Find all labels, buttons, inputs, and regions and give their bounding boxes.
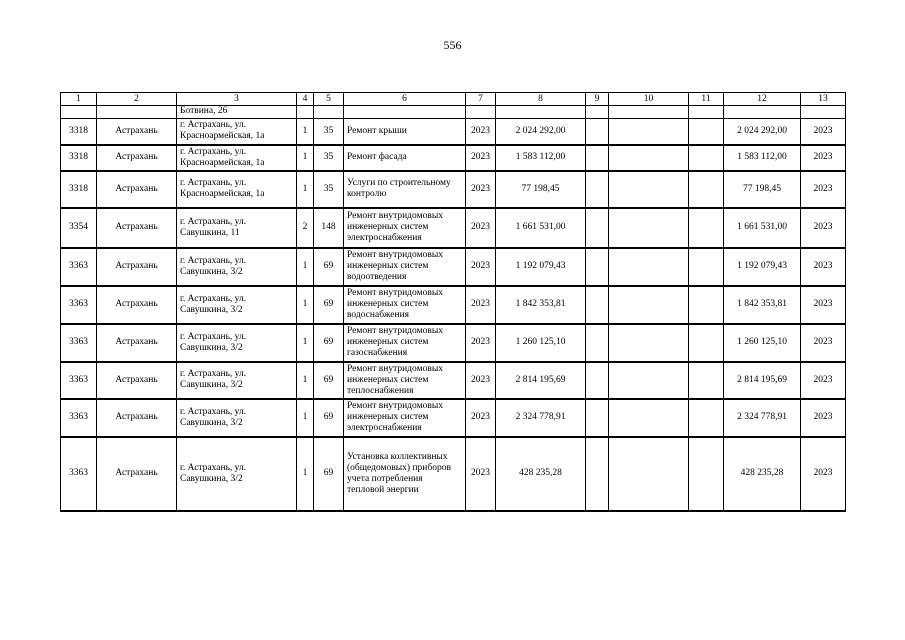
entrance-count: 1 (297, 324, 314, 362)
completion-year: 2023 (801, 248, 846, 286)
house-id: 3363 (61, 399, 97, 437)
col-9-value (586, 324, 609, 362)
page-number: 556 (443, 38, 462, 52)
address-line-street: Савушкина, 3/2 (180, 417, 243, 428)
work-type: Ремонт внутридомовых инженерных систем газоснабжения (344, 324, 466, 362)
total-cost: 1 661 531,00 (724, 208, 801, 248)
address-line-street: Савушкина, 3/2 (180, 342, 243, 353)
total-cost: 1 192 079,43 (724, 248, 801, 286)
house-id: 3363 (61, 324, 97, 362)
column-header: 9 (586, 93, 609, 106)
address-line-city: г. Астрахань, ул. (180, 293, 247, 304)
cost: 77 198,45 (496, 171, 586, 208)
column-header: 1 (61, 93, 97, 106)
apartment-count: 69 (314, 399, 344, 437)
address-cell (177, 145, 297, 171)
table-row (61, 145, 846, 171)
col-10-value (609, 145, 689, 171)
municipality: Астрахань (97, 171, 177, 208)
cost: 2 024 292,00 (496, 119, 586, 145)
completion-year: 2023 (801, 208, 846, 248)
address-cell (177, 437, 297, 511)
address-line-city: г. Астрахань, ул. (180, 462, 247, 473)
year: 2023 (466, 171, 496, 208)
table-row (61, 248, 846, 286)
table-row (61, 399, 846, 437)
year: 2023 (466, 208, 496, 248)
col-9-value (586, 286, 609, 324)
cost: 1 260 125,10 (496, 324, 586, 362)
address-line-city: г. Астрахань, ул. (180, 120, 247, 131)
address-cell (177, 248, 297, 286)
address-line-city: г. Астрахань, ул. (180, 369, 247, 379)
column-header: 7 (466, 93, 496, 106)
col-10-value (609, 119, 689, 145)
entrance-count: 1 (297, 145, 314, 171)
col-10-value (609, 324, 689, 362)
apartment-count: 35 (314, 119, 344, 145)
municipality: Астрахань (97, 145, 177, 171)
table-row (61, 171, 846, 208)
table-row (61, 119, 846, 145)
col-9-value (586, 119, 609, 145)
col-9-value (586, 399, 609, 437)
work-type: Услуги по строительному контролю (344, 171, 466, 208)
address-line-city: г. Астрахань, ул. (180, 178, 247, 188)
house-id: 3363 (61, 362, 97, 399)
total-cost: 2 324 778,91 (724, 399, 801, 437)
address-cell (177, 362, 297, 399)
col-11-value (689, 208, 724, 248)
address-cell (177, 286, 297, 324)
column-number-header (61, 93, 846, 106)
column-header: 2 (97, 93, 177, 106)
address-cell (177, 208, 297, 248)
address-line-street: Савушкина, 11 (180, 227, 240, 238)
address-cell (177, 324, 297, 362)
municipality: Астрахань (97, 437, 177, 511)
address-cell (177, 171, 297, 208)
house-id: 3363 (61, 286, 97, 324)
column-header: 4 (297, 93, 314, 106)
entrance-count: 2 (297, 208, 314, 248)
table-row (61, 208, 846, 248)
address-line-street: Красноармейская, 1а (180, 157, 265, 168)
address-line-city: г. Астрахань, ул. (180, 255, 247, 266)
completion-year: 2023 (801, 399, 846, 437)
col-9-value (586, 248, 609, 286)
entrance-count: 1 (297, 286, 314, 324)
address-line-street: Красноармейская, 1а (180, 189, 265, 199)
apartment-count: 69 (314, 324, 344, 362)
col-11-value (689, 324, 724, 362)
municipality: Астрахань (97, 248, 177, 286)
col-10-value (609, 286, 689, 324)
municipality: Астрахань (97, 208, 177, 248)
year: 2023 (466, 399, 496, 437)
apartment-count: 35 (314, 145, 344, 171)
house-id: 3318 (61, 171, 97, 208)
repair-register-table (60, 92, 846, 512)
table-row (61, 362, 846, 399)
entrance-count: 1 (297, 171, 314, 208)
apartment-count: 35 (314, 171, 344, 208)
col-11-value (689, 286, 724, 324)
address-line-street: Савушкина, 3/2 (180, 380, 243, 390)
col-11-value (689, 248, 724, 286)
total-cost: 428 235,28 (724, 437, 801, 511)
house-id: 3318 (61, 145, 97, 171)
address-line-street: Савушкина, 3/2 (180, 473, 243, 484)
work-type: Установка коллективных (общедомовых) приборов учета потребления тепловой энергии (344, 437, 466, 511)
column-header: 3 (177, 93, 297, 106)
year: 2023 (466, 324, 496, 362)
col-10-value (609, 399, 689, 437)
cost: 1 192 079,43 (496, 248, 586, 286)
house-id: 3354 (61, 208, 97, 248)
address-line-city: г. Астрахань, ул. (180, 216, 247, 227)
year: 2023 (466, 362, 496, 399)
col-11-value (689, 437, 724, 511)
municipality: Астрахань (97, 362, 177, 399)
total-cost: 2 814 195,69 (724, 362, 801, 399)
completion-year: 2023 (801, 171, 846, 208)
col-9-value (586, 145, 609, 171)
entrance-count: 1 (297, 248, 314, 286)
total-cost: 2 024 292,00 (724, 119, 801, 145)
column-header: 8 (496, 93, 586, 106)
col-10-value (609, 171, 689, 208)
cost: 428 235,28 (496, 437, 586, 511)
col-11-value (689, 399, 724, 437)
apartment-count: 69 (314, 362, 344, 399)
entrance-count: 1 (297, 437, 314, 511)
address-continuation: Ботвина, 26 (177, 106, 297, 119)
col-10-value (609, 437, 689, 511)
entrance-count: 1 (297, 362, 314, 399)
col-11-value (689, 171, 724, 208)
address-line-street: Красноармейская, 1а (180, 131, 265, 142)
house-id: 3363 (61, 437, 97, 511)
column-header: 10 (609, 93, 689, 106)
continuation-row (61, 106, 846, 119)
cost: 2 814 195,69 (496, 362, 586, 399)
col-11-value (689, 119, 724, 145)
work-type: Ремонт фасада (344, 145, 466, 171)
col-10-value (609, 362, 689, 399)
col-9-value (586, 208, 609, 248)
completion-year: 2023 (801, 437, 846, 511)
work-type: Ремонт крыши (344, 119, 466, 145)
cost: 1 583 112,00 (496, 145, 586, 171)
year: 2023 (466, 248, 496, 286)
cost: 1 661 531,00 (496, 208, 586, 248)
col-10-value (609, 208, 689, 248)
total-cost: 1 260 125,10 (724, 324, 801, 362)
work-type: Ремонт внутридомовых инженерных систем водоснабжения (344, 286, 466, 324)
total-cost: 77 198,45 (724, 171, 801, 208)
col-9-value (586, 362, 609, 399)
address-cell (177, 119, 297, 145)
address-line-street: Савушкина, 3/2 (180, 266, 243, 277)
municipality: Астрахань (97, 286, 177, 324)
table-row (61, 286, 846, 324)
year: 2023 (466, 119, 496, 145)
entrance-count: 1 (297, 119, 314, 145)
total-cost: 1 842 353,81 (724, 286, 801, 324)
address-line-street: Савушкина, 3/2 (180, 304, 243, 315)
col-11-value (689, 362, 724, 399)
column-header: 13 (801, 93, 846, 106)
col-11-value (689, 145, 724, 171)
table-row (61, 324, 846, 362)
col-10-value (609, 248, 689, 286)
address-line-city: г. Астрахань, ул. (180, 406, 247, 417)
municipality: Астрахань (97, 324, 177, 362)
work-type: Ремонт внутридомовых инженерных систем электроснабжения (344, 399, 466, 437)
cost: 1 842 353,81 (496, 286, 586, 324)
municipality: Астрахань (97, 399, 177, 437)
apartment-count: 148 (314, 208, 344, 248)
work-type: Ремонт внутридомовых инженерных систем водоотведения (344, 248, 466, 286)
house-id: 3363 (61, 248, 97, 286)
year: 2023 (466, 437, 496, 511)
column-header: 5 (314, 93, 344, 106)
municipality: Астрахань (97, 119, 177, 145)
address-line-city: г. Астрахань, ул. (180, 146, 247, 157)
year: 2023 (466, 145, 496, 171)
completion-year: 2023 (801, 286, 846, 324)
entrance-count: 1 (297, 399, 314, 437)
col-9-value (586, 171, 609, 208)
work-type: Ремонт внутридомовых инженерных систем теплоснабжения (344, 362, 466, 399)
column-header: 6 (344, 93, 466, 106)
completion-year: 2023 (801, 362, 846, 399)
year: 2023 (466, 286, 496, 324)
completion-year: 2023 (801, 324, 846, 362)
apartment-count: 69 (314, 248, 344, 286)
col-9-value (586, 437, 609, 511)
address-line-city: г. Астрахань, ул. (180, 331, 247, 342)
completion-year: 2023 (801, 145, 846, 171)
table-row (61, 437, 846, 511)
column-header: 11 (689, 93, 724, 106)
work-type: Ремонт внутридомовых инженерных систем электроснабжения (344, 208, 466, 248)
address-cell (177, 399, 297, 437)
apartment-count: 69 (314, 437, 344, 511)
completion-year: 2023 (801, 119, 846, 145)
cost: 2 324 778,91 (496, 399, 586, 437)
total-cost: 1 583 112,00 (724, 145, 801, 171)
column-header: 12 (724, 93, 801, 106)
apartment-count: 69 (314, 286, 344, 324)
house-id: 3318 (61, 119, 97, 145)
